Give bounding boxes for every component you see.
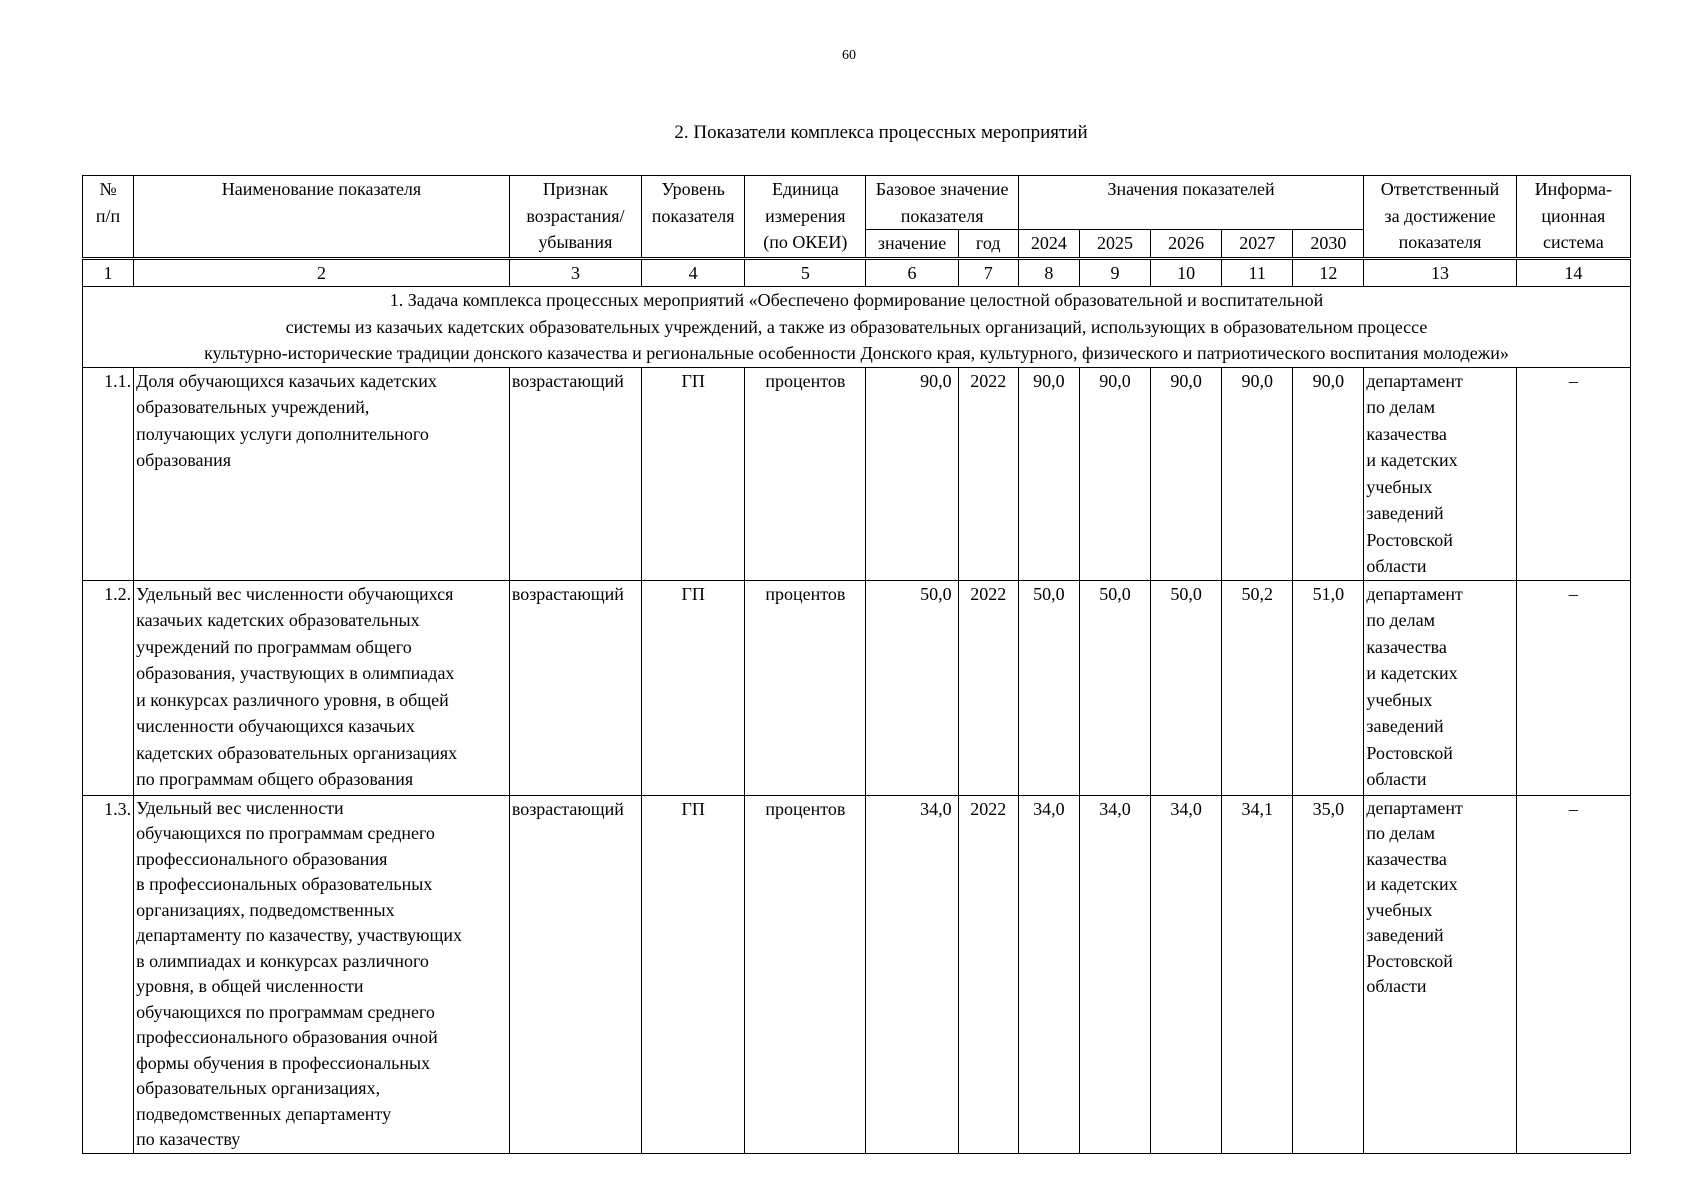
base-value: 90,0 (866, 367, 958, 580)
responsible: департамент по делам казачества и кадетских учебных заведений Ростовской области (1364, 580, 1516, 795)
row-number: 1.2. (83, 580, 134, 795)
task-row (83, 287, 1631, 368)
column-number: 13 (1364, 258, 1516, 287)
header-year-2024: 2024 (1018, 230, 1079, 259)
value-2027: 34,1 (1222, 795, 1293, 1153)
info-system: – (1516, 367, 1630, 580)
column-number: 11 (1222, 258, 1293, 287)
base-value: 50,0 (866, 580, 958, 795)
value-2026: 90,0 (1151, 367, 1222, 580)
header-year-2027: 2027 (1222, 230, 1293, 259)
base-year: 2022 (958, 795, 1018, 1153)
table-row (83, 367, 1631, 580)
indicator-name: Удельный вес численности обучающихся по программам среднего профессионального образования в профессиональных образовательных организациях, подведомственных департаменту по казачеству, участвующих в олимпиадах и конкурсах различного уровня, в общей численности обучающихся по программам среднего профессионального образования очной формы обучения в профессиональных образовательных организациях, подведомственных департаменту по казачеству (134, 795, 510, 1153)
trend: возрастающий (509, 367, 641, 580)
column-numbers-row (83, 258, 1631, 287)
header-info-system: Информа- ционная система (1516, 176, 1630, 259)
value-2025: 90,0 (1079, 367, 1150, 580)
responsible: департамент по делам казачества и кадетских учебных заведений Ростовской области (1364, 367, 1516, 580)
header-indicator-name: Наименование показателя (134, 176, 510, 259)
value-2025: 34,0 (1079, 795, 1150, 1153)
table-row (83, 795, 1631, 1153)
indicators-table (82, 175, 1631, 1154)
unit: процентов (745, 795, 866, 1153)
value-2026: 34,0 (1151, 795, 1222, 1153)
column-number: 1 (83, 258, 134, 287)
row-number: 1.3. (83, 795, 134, 1153)
column-number: 5 (745, 258, 866, 287)
header-unit: Единица измерения (по ОКЕИ) (745, 176, 866, 259)
section-title: 2. Показатели комплекса процессных мероприятий (674, 122, 1088, 143)
column-number: 8 (1018, 258, 1079, 287)
level: ГП (642, 580, 745, 795)
level: ГП (642, 367, 745, 580)
value-2030: 35,0 (1293, 795, 1364, 1153)
column-number: 9 (1079, 258, 1150, 287)
header-year-2025: 2025 (1079, 230, 1150, 259)
level: ГП (642, 795, 745, 1153)
unit: процентов (745, 580, 866, 795)
column-number: 7 (958, 258, 1018, 287)
header-responsible: Ответственный за достижение показателя (1364, 176, 1516, 259)
base-year: 2022 (958, 367, 1018, 580)
column-number: 12 (1293, 258, 1364, 287)
header-base-year: год (958, 230, 1018, 259)
indicator-name: Удельный вес численности обучающихся казачьих кадетских образовательных учреждений по программам общего образования, участвующих в олимпиадах и конкурсах различного уровня, в общей численности обучающихся казачьих кадетских образовательных организациях по программам общего образования (134, 580, 510, 795)
column-number: 6 (866, 258, 958, 287)
column-number: 2 (134, 258, 510, 287)
header-base-value: значение (866, 230, 958, 259)
header-base-group: Базовое значение показателя (866, 176, 1018, 230)
value-2024: 90,0 (1018, 367, 1079, 580)
header-year-2026: 2026 (1151, 230, 1222, 259)
value-2025: 50,0 (1079, 580, 1150, 795)
table-row (83, 580, 1631, 795)
column-number: 14 (1516, 258, 1630, 287)
indicator-name: Доля обучающихся казачьих кадетских образовательных учреждений, получающих услуги дополнительного образования (134, 367, 510, 580)
header-values-group: Значения показателей (1018, 176, 1364, 230)
header-number: № п/п (83, 176, 134, 259)
row-number: 1.1. (83, 367, 134, 580)
value-2027: 90,0 (1222, 367, 1293, 580)
value-2024: 50,0 (1018, 580, 1079, 795)
responsible: департамент по делам казачества и кадетских учебных заведений Ростовской области (1364, 795, 1516, 1153)
base-year: 2022 (958, 580, 1018, 795)
value-2027: 50,2 (1222, 580, 1293, 795)
column-number: 10 (1151, 258, 1222, 287)
trend: возрастающий (509, 580, 641, 795)
unit: процентов (745, 367, 866, 580)
value-2030: 90,0 (1293, 367, 1364, 580)
page-number: 60 (842, 48, 856, 63)
column-number: 3 (509, 258, 641, 287)
info-system: – (1516, 580, 1630, 795)
header-level: Уровень показателя (642, 176, 745, 259)
info-system: – (1516, 795, 1630, 1153)
task-heading: 1. Задача комплекса процессных мероприятий «Обеспечено формирование целостной образовательной и воспитательной системы из казачьих кадетских образовательных учреждений, а также из образовательных организаций, использующих в образовательном процессе культурно-исторические традиции донского казачества и региональные особенности Донского края, культурного, физического и патриотического воспитания молодежи» (83, 287, 1631, 368)
column-number: 4 (642, 258, 745, 287)
value-2024: 34,0 (1018, 795, 1079, 1153)
header-trend: Признак возрастания/ убывания (509, 176, 641, 259)
trend: возрастающий (509, 795, 641, 1153)
header-year-2030: 2030 (1293, 230, 1364, 259)
base-value: 34,0 (866, 795, 958, 1153)
value-2026: 50,0 (1151, 580, 1222, 795)
value-2030: 51,0 (1293, 580, 1364, 795)
